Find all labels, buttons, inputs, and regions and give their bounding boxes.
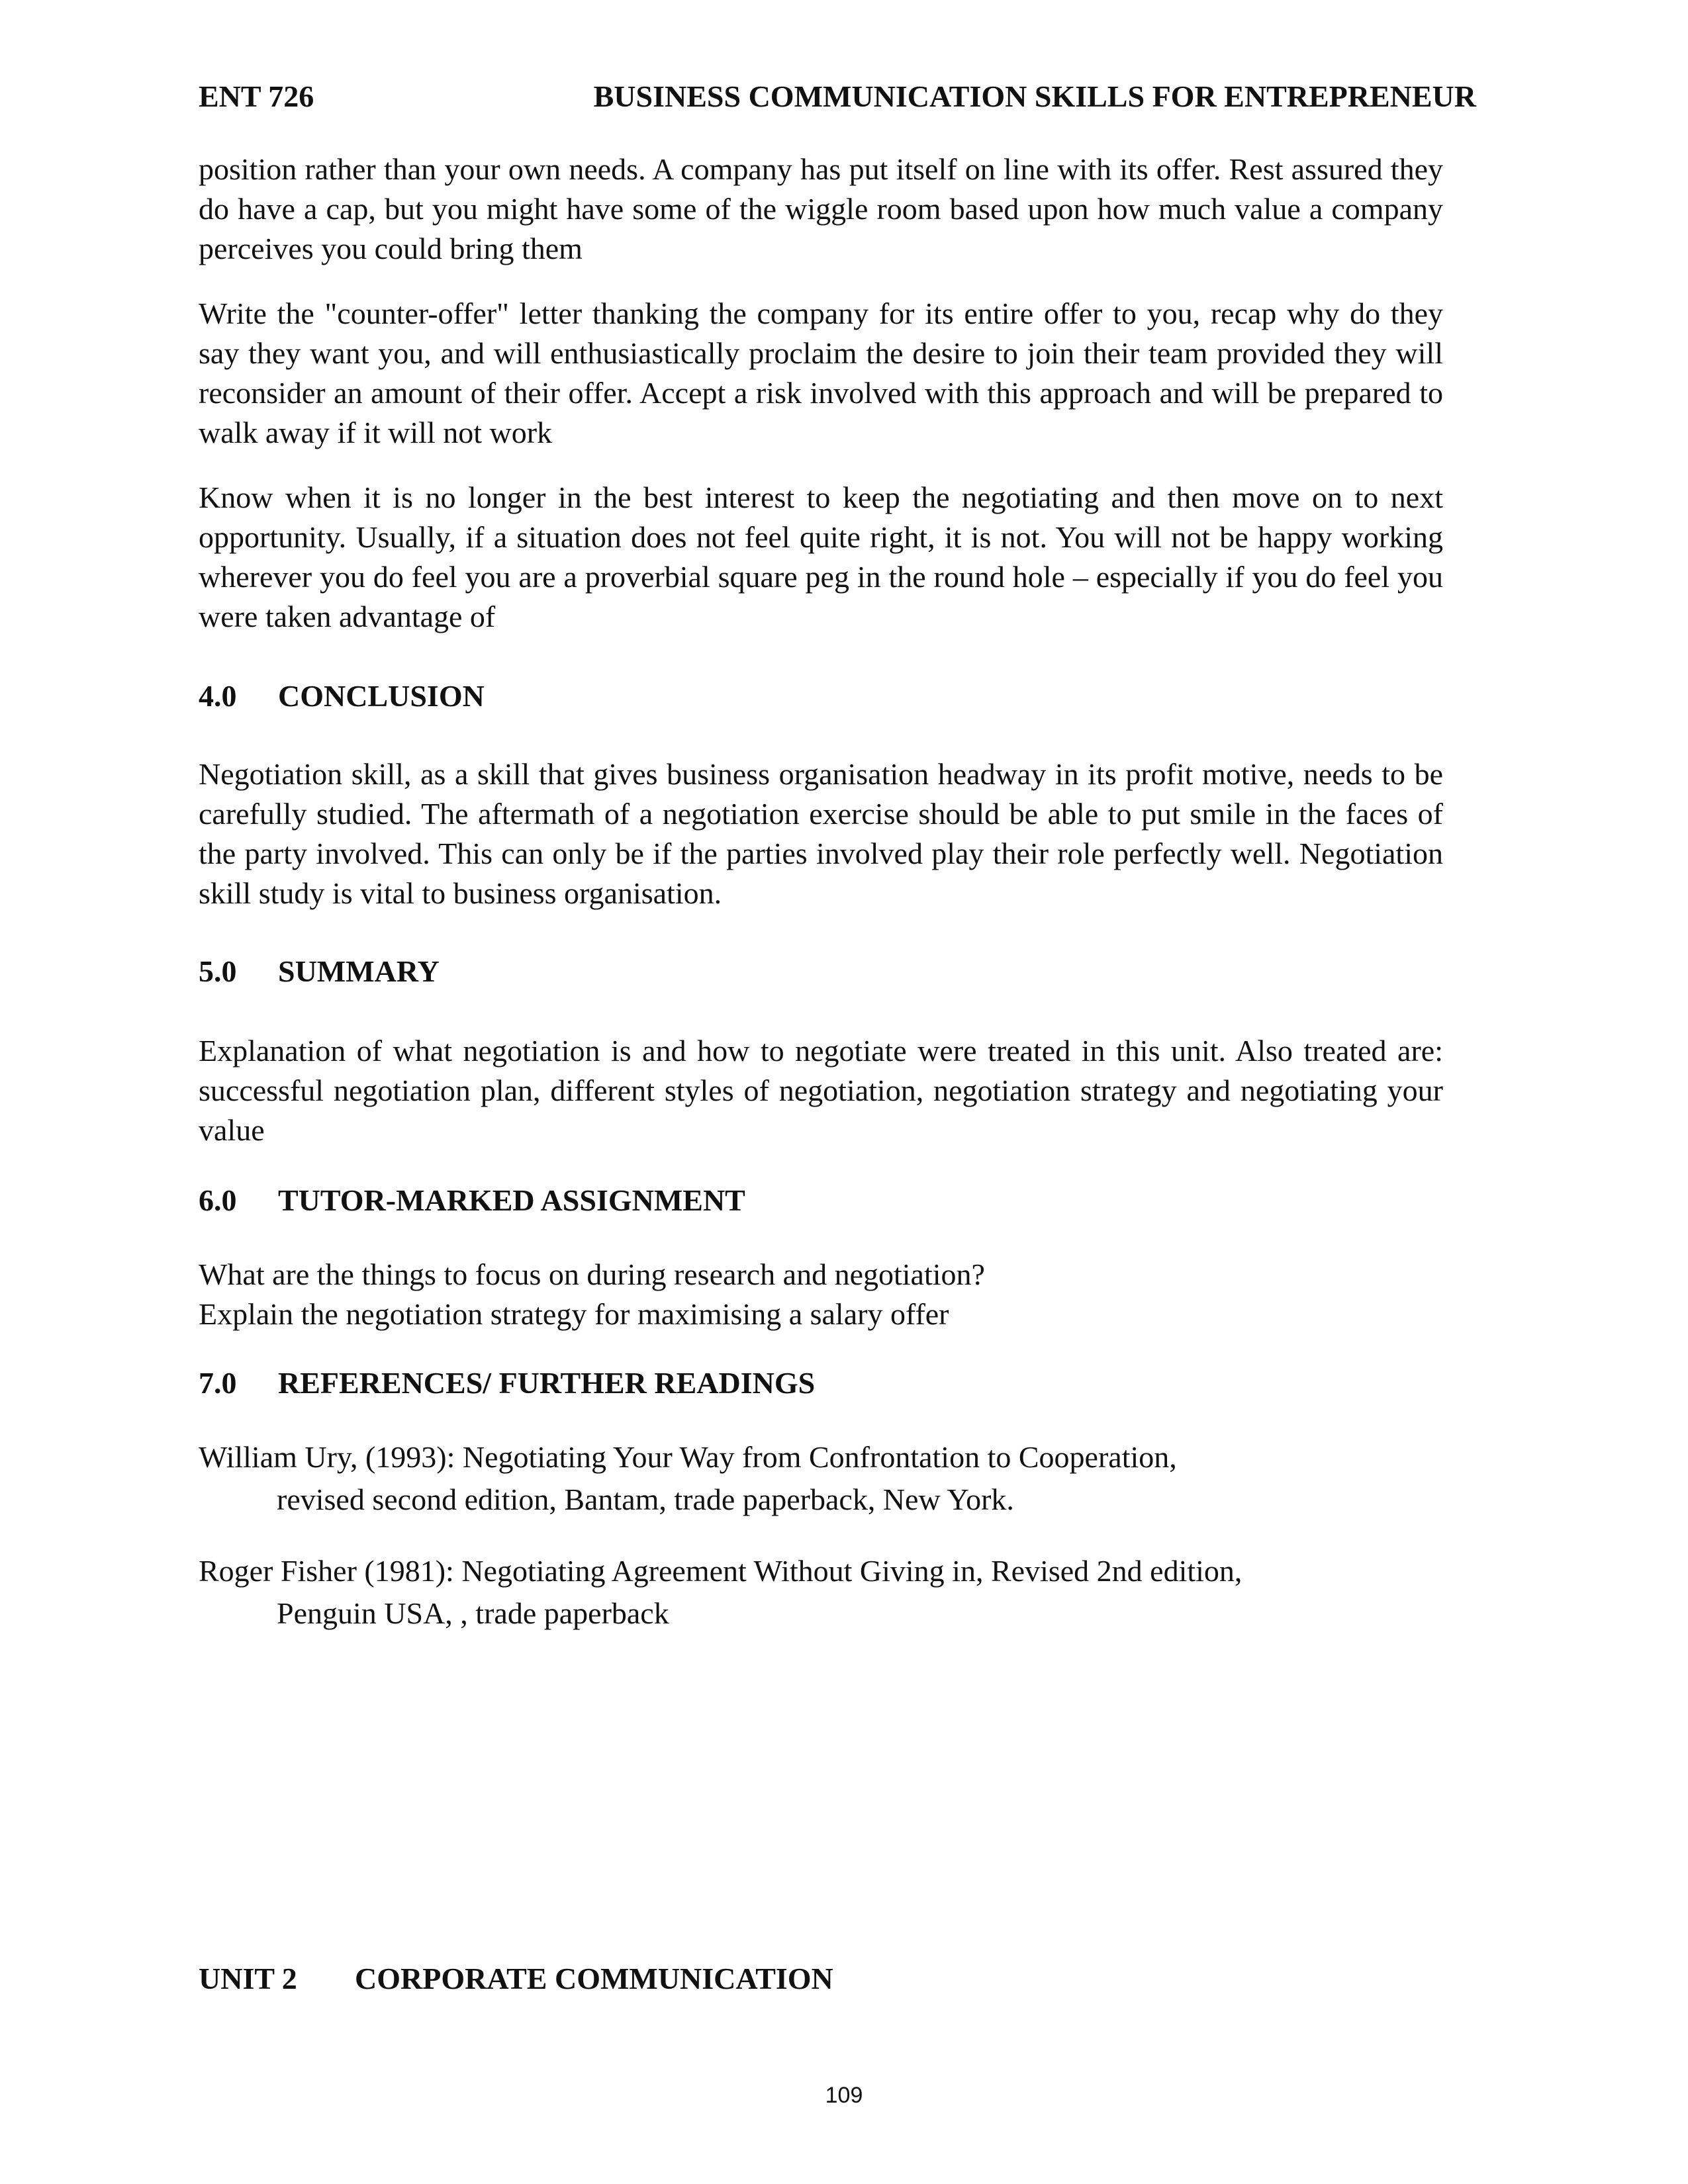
- unit-heading: [199, 1960, 833, 1997]
- page-number: 109: [825, 2083, 863, 2108]
- body-paragraph-3: Know when it is no longer in the best interest to keep the negotiating and then move on to next opportunity. Usually, if a situation does not feel quite right, it is not. You will not be happy working wherever you do feel you are a proverbial square peg in the round hole – especially if you do feel you were taken advantage of: [199, 480, 1443, 633]
- reference-continuation: revised second edition, Bantam, trade paperback, New York.: [277, 1482, 1014, 1516]
- course-code: ENT 726: [199, 79, 314, 113]
- section-title: TUTOR-MARKED ASSIGNMENT: [278, 1183, 745, 1217]
- section-title: CONCLUSION: [278, 679, 485, 713]
- section-heading-summary: [199, 953, 440, 990]
- section-heading-conclusion: [199, 678, 485, 715]
- reference-continuation: Penguin USA, , trade paperback: [277, 1596, 669, 1630]
- unit-label: UNIT 2: [199, 1962, 297, 1995]
- section-title: REFERENCES/ FURTHER READINGS: [278, 1366, 816, 1400]
- reference-entry-1: [199, 1436, 1456, 1521]
- summary-paragraph: Explanation of what negotiation is and how to negotiate were treated in this unit. Also treated are: successful negotiation plan, different styles of negotiation, negotiation strategy and negotiating your value: [199, 1034, 1443, 1147]
- body-paragraph-1: position rather than your own needs. A company has put itself on line with its offer. Rest assured they do have a cap, but you might have some of the wiggle room based upon how much value a company perceives you could bring them: [199, 152, 1443, 265]
- tma-question-1: What are the things to focus on during research and negotiation?: [199, 1257, 985, 1291]
- reference-entry-2: [199, 1550, 1456, 1635]
- unit-title: CORPORATE COMMUNICATION: [355, 1962, 833, 1995]
- section-title: SUMMARY: [278, 954, 440, 988]
- reference-text: Roger Fisher (1981): Negotiating Agreement Without Giving in, Revised 2nd edition,: [199, 1554, 1243, 1588]
- tma-question-2: Explain the negotiation strategy for maximising a salary offer: [199, 1297, 949, 1331]
- course-title: BUSINESS COMMUNICATION SKILLS FOR ENTREPRENEUR: [593, 79, 1476, 113]
- conclusion-paragraph: Negotiation skill, as a skill that gives business organisation headway in its profit motive, needs to be carefully studied. The aftermath of a negotiation exercise should be able to put smile in the faces of the party involved. This can only be if the parties involved play their role perfectly well. Negotiation skill study is vital to business organisation.: [199, 757, 1443, 910]
- section-number: 4.0: [199, 679, 237, 713]
- section-number: 6.0: [199, 1183, 237, 1217]
- section-number: 5.0: [199, 954, 237, 988]
- body-paragraph-2: Write the "counter-offer" letter thanking the company for its entire offer to you, recap why do they say they want you, and will enthusiastically proclaim the desire to join their team provided they will reconsider an amount of their offer. Accept a risk involved with this approach and will be prepared to walk away if it will not work: [199, 296, 1443, 449]
- section-number: 7.0: [199, 1366, 237, 1400]
- section-heading-references: [199, 1365, 815, 1402]
- section-heading-tma: [199, 1182, 745, 1219]
- reference-text: William Ury, (1993): Negotiating Your Way from Confrontation to Cooperation,: [199, 1440, 1177, 1474]
